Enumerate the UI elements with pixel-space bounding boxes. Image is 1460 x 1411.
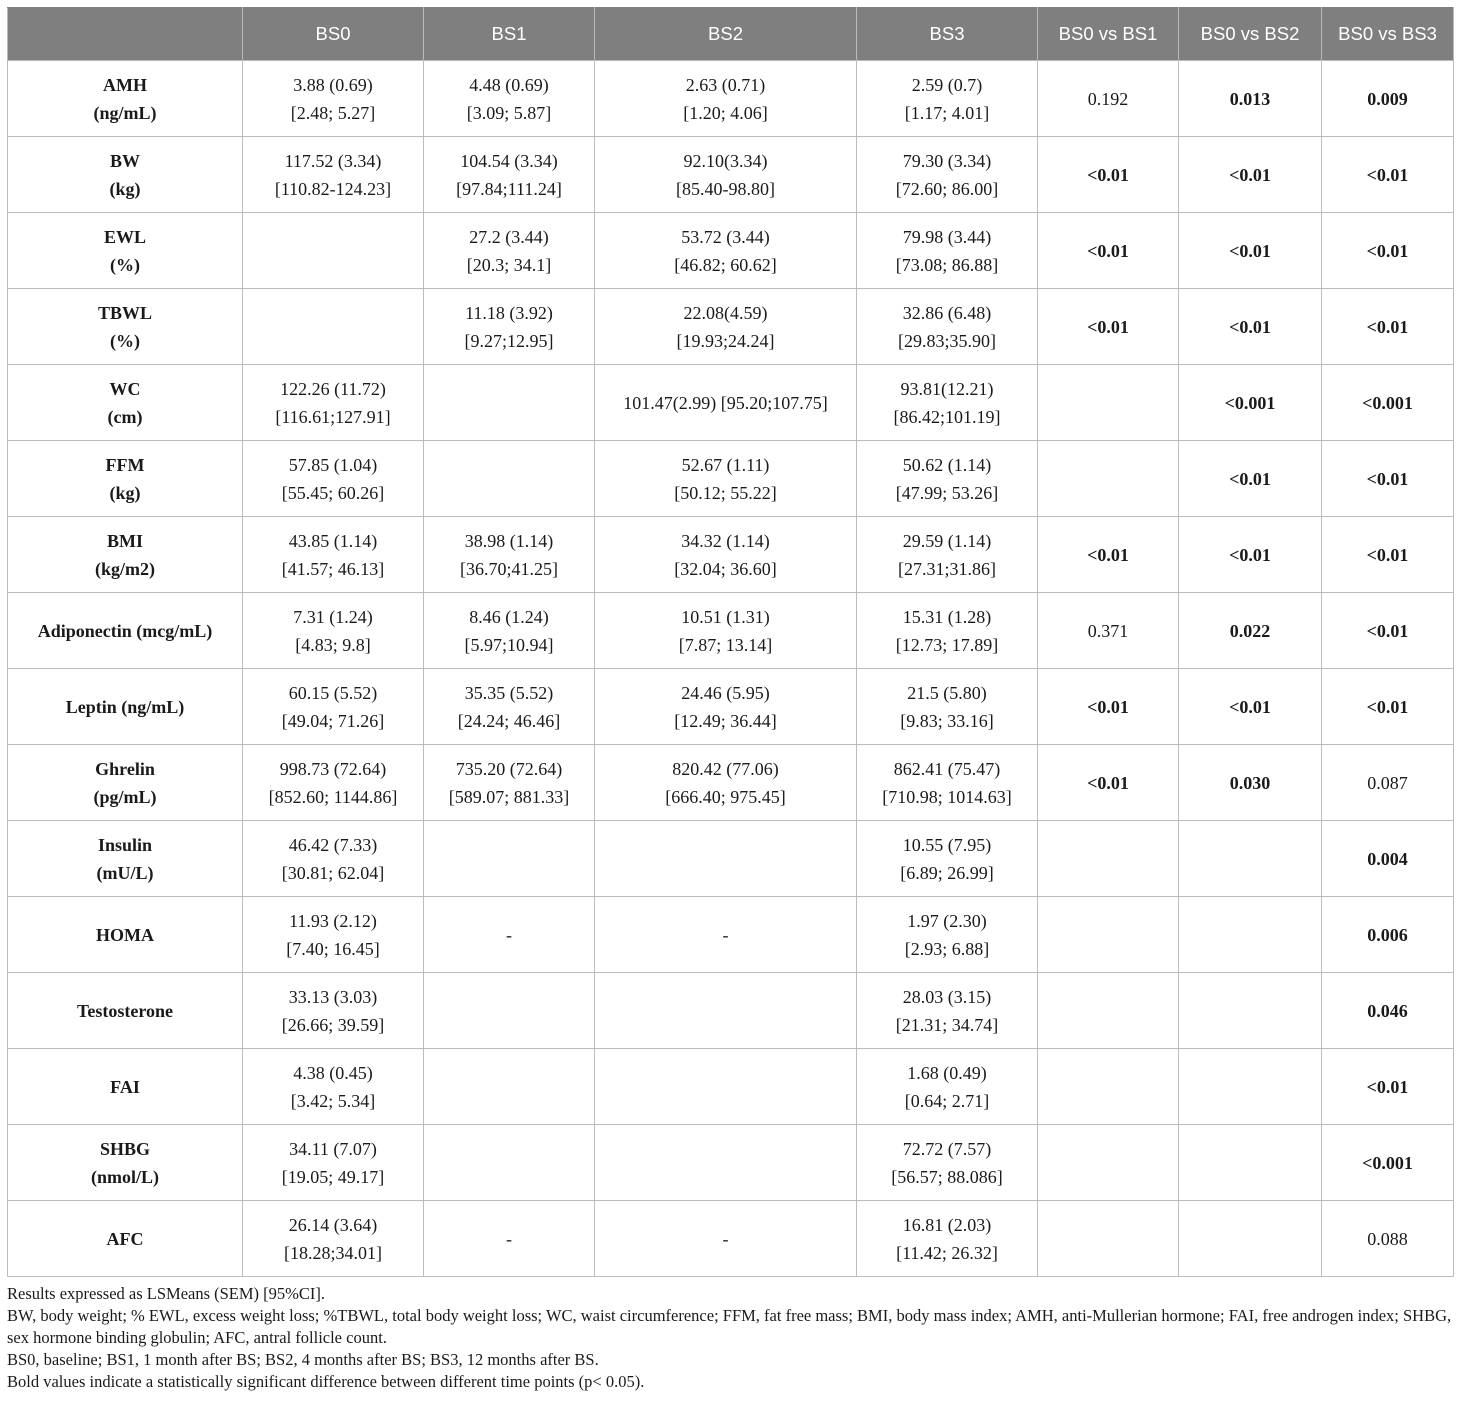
bs1-cell-line: [589.07; 881.33]: [448, 786, 570, 807]
bs3-cell-line: [56.57; 88.086]: [891, 1166, 1003, 1187]
bs2-cell-line: 22.08(4.59): [683, 302, 768, 323]
bs3-cell: [857, 61, 1038, 137]
bs0-cell-line: 43.85 (1.14): [288, 530, 378, 551]
bs3-cell: [857, 365, 1038, 441]
bs0-cell-line: [19.05; 49.17]: [281, 1166, 385, 1187]
bs3-cell-line: 29.59 (1.14): [902, 530, 992, 551]
bs3-cell: [857, 517, 1038, 593]
bs0-cell: [243, 973, 424, 1049]
bs0-cell-line: 4.38 (0.45): [293, 1062, 373, 1083]
bs2-cell: [595, 137, 857, 213]
p-value-bs0-vs-bs3: 0.087: [1322, 745, 1454, 821]
bs2-cell-line: 52.67 (1.11): [681, 454, 770, 475]
p-value-bs0-vs-bs1: <0.01: [1038, 669, 1179, 745]
bs0-cell-line: 7.31 (1.24): [293, 606, 373, 627]
row-label-cell-line: Testosterone: [77, 1000, 173, 1021]
bs1-cell: [424, 821, 595, 897]
p-value-bs0-vs-bs3: 0.009: [1322, 61, 1454, 137]
bs1-cell-line: [20.3; 34.1]: [466, 254, 552, 275]
bs0-cell: [243, 897, 424, 973]
bs3-cell-line: [86.42;101.19]: [893, 406, 1001, 427]
bs3-cell: [857, 973, 1038, 1049]
p-value-bs0-vs-bs1: [1038, 821, 1179, 897]
p-value-bs0-vs-bs3: 0.006: [1322, 897, 1454, 973]
bs3-cell: [857, 137, 1038, 213]
row-label-cell-line: (kg): [109, 178, 141, 199]
bs3-cell: [857, 213, 1038, 289]
bs0-cell: [243, 213, 424, 289]
bs1-cell-line: [24.24; 46.46]: [457, 710, 561, 731]
p-value-bs0-vs-bs1: <0.01: [1038, 137, 1179, 213]
row-label-cell-line: (ng/mL): [93, 102, 157, 123]
bs2-cell: [595, 821, 857, 897]
bs3-cell: [857, 821, 1038, 897]
bs2-cell-line: 53.72 (3.44): [681, 226, 770, 247]
bs1-cell-line: 27.2 (3.44): [469, 226, 549, 247]
row-label-cell-line: FFM: [105, 454, 145, 475]
header-cell-bs0: BS0: [243, 8, 424, 61]
row-label-cell-line: AMH: [103, 74, 147, 95]
row-label-cell-line: SHBG: [99, 1138, 151, 1159]
bs3-cell-line: [12.73; 17.89]: [895, 634, 999, 655]
bs3-cell-line: [1.17; 4.01]: [904, 102, 990, 123]
bs3-cell-line: [72.60; 86.00]: [895, 178, 999, 199]
bs2-cell-line: 10.51 (1.31): [681, 606, 770, 627]
bs3-cell-line: [73.08; 86.88]: [895, 254, 999, 275]
bs0-cell: [243, 61, 424, 137]
bs2-cell: [595, 1201, 857, 1277]
footnote-results: Results expressed as LSMeans (SEM) [95%CI].: [7, 1284, 326, 1303]
bs0-cell-line: 11.93 (2.12): [289, 910, 377, 931]
bs2-cell: [595, 1125, 857, 1201]
table-row: [8, 365, 1454, 441]
header-cell-bs0-vs-bs1: BS0 vs BS1: [1038, 8, 1179, 61]
bs2-cell: [595, 213, 857, 289]
header-cell-bs2: BS2: [595, 8, 857, 61]
bs1-cell-line: [9.27;12.95]: [464, 330, 554, 351]
row-label-cell: [8, 973, 243, 1049]
bs2-cell: [595, 289, 857, 365]
bs3-cell-line: [710.98; 1014.63]: [882, 786, 1012, 807]
p-value-bs0-vs-bs2: <0.01: [1179, 213, 1322, 289]
p-value-bs0-vs-bs1: 0.192: [1038, 61, 1179, 137]
bs2-cell: [595, 365, 857, 441]
bs0-cell: [243, 1049, 424, 1125]
p-value-bs0-vs-bs2: <0.01: [1179, 441, 1322, 517]
table-row: [8, 289, 1454, 365]
p-value-bs0-vs-bs1: [1038, 897, 1179, 973]
p-value-bs0-vs-bs1: [1038, 973, 1179, 1049]
p-value-bs0-vs-bs3: <0.01: [1322, 517, 1454, 593]
bs1-cell-line: [5.97;10.94]: [464, 634, 554, 655]
bs3-cell-line: [29.83;35.90]: [898, 330, 996, 351]
bs3-cell: [857, 669, 1038, 745]
p-value-bs0-vs-bs2: [1179, 1049, 1322, 1125]
results-table: [7, 7, 1454, 1277]
p-value-bs0-vs-bs3: <0.01: [1322, 441, 1454, 517]
bs2-cell: [595, 897, 857, 973]
row-label-cell: [8, 1125, 243, 1201]
row-label-cell-line: (mU/L): [96, 862, 154, 883]
bs0-cell-line: 998.73 (72.64): [279, 758, 387, 779]
bs1-cell-line: 4.48 (0.69): [469, 74, 549, 95]
footnote-timepoints: BS0, baseline; BS1, 1 month after BS; BS2, 4 months after BS; BS3, 12 months after BS.: [7, 1350, 599, 1369]
bs0-cell-line: [2.48; 5.27]: [290, 102, 376, 123]
bs2-cell: [595, 61, 857, 137]
p-value-bs0-vs-bs1: <0.01: [1038, 213, 1179, 289]
table-row: [8, 593, 1454, 669]
bs0-cell: [243, 821, 424, 897]
bs0-cell-line: [30.81; 62.04]: [281, 862, 385, 883]
bs2-cell-line: 24.46 (5.95): [681, 682, 770, 703]
row-label-cell: [8, 669, 243, 745]
row-label-cell: [8, 517, 243, 593]
p-value-bs0-vs-bs2: <0.01: [1179, 517, 1322, 593]
table-body: [8, 61, 1454, 1277]
table-row: [8, 61, 1454, 137]
bs3-cell-line: 28.03 (3.15): [902, 986, 992, 1007]
bs0-cell: [243, 289, 424, 365]
bs0-cell: [243, 517, 424, 593]
table-row: [8, 441, 1454, 517]
p-value-bs0-vs-bs1: <0.01: [1038, 745, 1179, 821]
row-label-cell-line: WC: [109, 378, 141, 399]
p-value-bs0-vs-bs3: 0.088: [1322, 1201, 1454, 1277]
p-value-bs0-vs-bs3: <0.01: [1322, 137, 1454, 213]
bs3-cell: [857, 745, 1038, 821]
bs2-cell-line: [7.87; 13.14]: [678, 634, 773, 655]
bs0-cell-line: [18.28;34.01]: [284, 1242, 382, 1263]
bs0-cell-line: 60.15 (5.52): [288, 682, 378, 703]
bs3-cell-line: [21.31; 34.74]: [895, 1014, 999, 1035]
bs2-cell-line: -: [722, 1228, 729, 1249]
bs1-cell: [424, 365, 595, 441]
p-value-bs0-vs-bs2: <0.001: [1179, 365, 1322, 441]
row-label-cell-line: EWL: [103, 226, 146, 247]
row-label-cell: [8, 61, 243, 137]
bs2-cell: [595, 745, 857, 821]
bs0-cell: [243, 441, 424, 517]
bs1-cell: [424, 289, 595, 365]
bs1-cell-line: 735.20 (72.64): [455, 758, 563, 779]
bs3-cell: [857, 441, 1038, 517]
bs0-cell-line: 3.88 (0.69): [293, 74, 373, 95]
p-value-bs0-vs-bs3: 0.004: [1322, 821, 1454, 897]
row-label-cell-line: AFC: [106, 1228, 144, 1249]
row-label-cell: [8, 441, 243, 517]
p-value-bs0-vs-bs1: <0.01: [1038, 517, 1179, 593]
bs2-cell: [595, 593, 857, 669]
p-value-bs0-vs-bs2: 0.022: [1179, 593, 1322, 669]
bs3-cell: [857, 1049, 1038, 1125]
bs1-cell: [424, 137, 595, 213]
bs3-cell-line: 15.31 (1.28): [902, 606, 992, 627]
table-footnotes: [7, 1283, 1453, 1393]
row-label-cell-line: BW: [109, 150, 140, 171]
bs3-cell-line: 21.5 (5.80): [907, 682, 987, 703]
footnote-abbreviations: BW, body weight; % EWL, excess weight loss; %TBWL, total body weight loss; WC, waist circumference; FFM, fat free mass; BMI, body mass index; AMH, anti-Mullerian hormone; FAI, free androgen index; SHBG, sex hormone binding globulin; AFC, antral follicle count.: [7, 1306, 1452, 1347]
bs1-cell: [424, 213, 595, 289]
row-label-cell-line: HOMA: [96, 924, 154, 945]
footnote-bold-values: Bold values indicate a statistically significant difference between different time points (p< 0.05).: [7, 1372, 645, 1391]
bs0-cell-line: 122.26 (11.72): [280, 378, 386, 399]
bs0-cell-line: 26.14 (3.64): [288, 1214, 378, 1235]
bs3-cell-line: 93.81(12.21): [900, 378, 994, 399]
row-label-cell: [8, 213, 243, 289]
bs0-cell-line: [3.42; 5.34]: [290, 1090, 376, 1111]
row-label-cell-line: (kg/m2): [95, 558, 155, 579]
bs2-cell-line: 2.63 (0.71): [685, 74, 766, 95]
bs1-cell-line: 35.35 (5.52): [464, 682, 554, 703]
bs3-cell-line: [2.93; 6.88]: [904, 938, 990, 959]
bs3-cell-line: 1.97 (2.30): [907, 910, 987, 931]
p-value-bs0-vs-bs2: <0.01: [1179, 137, 1322, 213]
bs1-cell: [424, 897, 595, 973]
row-label-cell-line: (pg/mL): [93, 786, 157, 807]
p-value-bs0-vs-bs1: [1038, 1049, 1179, 1125]
row-label-cell-line: TBWL: [97, 302, 153, 323]
bs0-cell-line: 57.85 (1.04): [288, 454, 378, 475]
bs0-cell-line: [4.83; 9.8]: [295, 634, 371, 655]
table-row: [8, 897, 1454, 973]
bs3-cell: [857, 897, 1038, 973]
bs3-cell-line: [27.31;31.86]: [898, 558, 996, 579]
header-cell-bs3: BS3: [857, 8, 1038, 61]
p-value-bs0-vs-bs1: [1038, 365, 1179, 441]
header-cell-bs1: BS1: [424, 8, 595, 61]
bs1-cell-line: 11.18 (3.92): [465, 302, 553, 323]
header-cell-bs0-vs-bs2: BS0 vs BS2: [1179, 8, 1322, 61]
p-value-bs0-vs-bs2: 0.013: [1179, 61, 1322, 137]
bs3-cell-line: 10.55 (7.95): [902, 834, 992, 855]
bs0-cell-line: [26.66; 39.59]: [281, 1014, 385, 1035]
bs1-cell: [424, 1201, 595, 1277]
bs3-cell-line: [6.89; 26.99]: [900, 862, 994, 883]
bs3-cell-line: 79.30 (3.34): [902, 150, 992, 171]
table-row: [8, 973, 1454, 1049]
row-label-cell: [8, 1049, 243, 1125]
bs0-cell-line: 117.52 (3.34): [284, 150, 382, 171]
bs3-cell: [857, 593, 1038, 669]
header-cell-bs0-vs-bs3: BS0 vs BS3: [1322, 8, 1454, 61]
bs1-cell-line: 8.46 (1.24): [469, 606, 549, 627]
table-container: [7, 7, 1453, 1393]
p-value-bs0-vs-bs3: <0.01: [1322, 213, 1454, 289]
table-header-row: [8, 8, 1454, 61]
row-label-cell: [8, 593, 243, 669]
row-label-cell: [8, 289, 243, 365]
p-value-bs0-vs-bs3: <0.01: [1322, 669, 1454, 745]
bs0-cell: [243, 1201, 424, 1277]
p-value-bs0-vs-bs1: 0.371: [1038, 593, 1179, 669]
bs3-cell: [857, 1201, 1038, 1277]
bs2-cell-line: [46.82; 60.62]: [674, 254, 777, 275]
p-value-bs0-vs-bs2: [1179, 821, 1322, 897]
p-value-bs0-vs-bs2: [1179, 1125, 1322, 1201]
bs3-cell-line: 16.81 (2.03): [902, 1214, 992, 1235]
p-value-bs0-vs-bs3: <0.001: [1322, 1125, 1454, 1201]
bs2-cell-line: [19.93;24.24]: [676, 330, 775, 351]
bs3-cell: [857, 1125, 1038, 1201]
bs0-cell-line: 33.13 (3.03): [288, 986, 378, 1007]
bs1-cell: [424, 973, 595, 1049]
row-label-cell: [8, 821, 243, 897]
p-value-bs0-vs-bs3: <0.01: [1322, 289, 1454, 365]
bs3-cell-line: 2.59 (0.7): [911, 74, 983, 95]
bs1-cell-line: -: [506, 924, 512, 945]
row-label-cell-line: Ghrelin: [95, 758, 155, 779]
p-value-bs0-vs-bs1: <0.01: [1038, 289, 1179, 365]
p-value-bs0-vs-bs2: [1179, 897, 1322, 973]
table-row: [8, 1125, 1454, 1201]
p-value-bs0-vs-bs1: [1038, 1125, 1179, 1201]
bs2-cell-line: [32.04; 36.60]: [674, 558, 777, 579]
bs0-cell-line: 46.42 (7.33): [288, 834, 378, 855]
bs0-cell-line: 34.11 (7.07): [289, 1138, 377, 1159]
bs3-cell-line: [0.64; 2.71]: [904, 1090, 990, 1111]
bs0-cell-line: [116.61;127.91]: [275, 406, 391, 427]
bs2-cell: [595, 517, 857, 593]
bs0-cell: [243, 593, 424, 669]
bs2-cell: [595, 973, 857, 1049]
row-label-cell: [8, 365, 243, 441]
bs1-cell: [424, 441, 595, 517]
bs3-cell-line: 79.98 (3.44): [902, 226, 992, 247]
bs0-cell-line: [7.40; 16.45]: [286, 938, 380, 959]
bs2-cell-line: [85.40-98.80]: [676, 178, 775, 199]
bs0-cell-line: [41.57; 46.13]: [281, 558, 385, 579]
row-label-cell: [8, 137, 243, 213]
p-value-bs0-vs-bs1: [1038, 1201, 1179, 1277]
bs3-cell-line: 50.62 (1.14): [902, 454, 992, 475]
bs0-cell-line: [49.04; 71.26]: [281, 710, 385, 731]
bs1-cell-line: 104.54 (3.34): [460, 150, 558, 171]
bs2-cell-line: [50.12; 55.22]: [674, 482, 777, 503]
bs1-cell: [424, 517, 595, 593]
table-row: [8, 213, 1454, 289]
bs3-cell-line: 1.68 (0.49): [907, 1062, 987, 1083]
bs3-cell-line: [11.42; 26.32]: [896, 1242, 998, 1263]
p-value-bs0-vs-bs2: 0.030: [1179, 745, 1322, 821]
bs1-cell-line: -: [506, 1228, 512, 1249]
row-label-cell-line: (cm): [107, 406, 143, 427]
bs1-cell: [424, 593, 595, 669]
p-value-bs0-vs-bs3: <0.001: [1322, 365, 1454, 441]
row-label-cell-line: (%): [110, 254, 140, 275]
bs2-cell-line: [666.40; 975.45]: [665, 786, 786, 807]
bs3-cell-line: 72.72 (7.57): [902, 1138, 992, 1159]
bs1-cell-line: [3.09; 5.87]: [466, 102, 552, 123]
bs0-cell: [243, 365, 424, 441]
bs1-cell: [424, 745, 595, 821]
bs0-cell: [243, 137, 424, 213]
row-label-cell-line: FAI: [110, 1076, 140, 1097]
bs3-cell-line: 32.86 (6.48): [902, 302, 992, 323]
bs2-cell-line: [1.20; 4.06]: [683, 102, 768, 123]
p-value-bs0-vs-bs3: <0.01: [1322, 1049, 1454, 1125]
bs2-cell-line: 34.32 (1.14): [681, 530, 770, 551]
p-value-bs0-vs-bs2: [1179, 973, 1322, 1049]
bs2-cell: [595, 1049, 857, 1125]
bs1-cell-line: [97.84;111.24]: [456, 178, 562, 199]
header-cell-label: [8, 8, 243, 61]
table-row: [8, 1201, 1454, 1277]
bs1-cell: [424, 1125, 595, 1201]
table-row: [8, 745, 1454, 821]
p-value-bs0-vs-bs2: [1179, 1201, 1322, 1277]
bs2-cell-line: 820.42 (77.06): [672, 758, 779, 779]
bs2-cell-line: 101.47(2.99) [95.20;107.75]: [623, 392, 828, 413]
bs2-cell-line: [12.49; 36.44]: [674, 710, 777, 731]
bs0-cell: [243, 745, 424, 821]
row-label-cell-line: (%): [110, 330, 140, 351]
row-label-cell-line: Insulin: [97, 834, 153, 855]
bs3-cell-line: [47.99; 53.26]: [895, 482, 999, 503]
table-row: [8, 137, 1454, 213]
bs0-cell: [243, 669, 424, 745]
bs1-cell: [424, 1049, 595, 1125]
bs1-cell: [424, 669, 595, 745]
p-value-bs0-vs-bs2: <0.01: [1179, 669, 1322, 745]
bs1-cell-line: 38.98 (1.14): [464, 530, 554, 551]
bs2-cell-line: -: [722, 924, 729, 945]
bs3-cell-line: [9.83; 33.16]: [900, 710, 994, 731]
bs3-cell: [857, 289, 1038, 365]
p-value-bs0-vs-bs3: <0.01: [1322, 593, 1454, 669]
bs0-cell-line: [852.60; 1144.86]: [268, 786, 398, 807]
p-value-bs0-vs-bs3: 0.046: [1322, 973, 1454, 1049]
bs1-cell-line: [36.70;41.25]: [460, 558, 558, 579]
row-label-cell-line: Adiponectin (mcg/mL): [37, 620, 213, 641]
bs2-cell-line: 92.10(3.34): [683, 150, 768, 171]
row-label-cell-line: Leptin (ng/mL): [65, 696, 185, 717]
bs0-cell-line: [55.45; 60.26]: [281, 482, 385, 503]
bs2-cell: [595, 441, 857, 517]
table-row: [8, 517, 1454, 593]
bs0-cell: [243, 1125, 424, 1201]
bs1-cell: [424, 61, 595, 137]
p-value-bs0-vs-bs1: [1038, 441, 1179, 517]
row-label-cell: [8, 897, 243, 973]
row-label-cell: [8, 1201, 243, 1277]
bs2-cell: [595, 669, 857, 745]
bs3-cell-line: 862.41 (75.47): [893, 758, 1001, 779]
row-label-cell-line: (nmol/L): [90, 1166, 159, 1187]
bs0-cell-line: [110.82-124.23]: [274, 178, 392, 199]
row-label-cell-line: BMI: [107, 530, 143, 551]
row-label-cell-line: (kg): [109, 482, 141, 503]
table-row: [8, 821, 1454, 897]
table-row: [8, 669, 1454, 745]
p-value-bs0-vs-bs2: <0.01: [1179, 289, 1322, 365]
table-row: [8, 1049, 1454, 1125]
row-label-cell: [8, 745, 243, 821]
